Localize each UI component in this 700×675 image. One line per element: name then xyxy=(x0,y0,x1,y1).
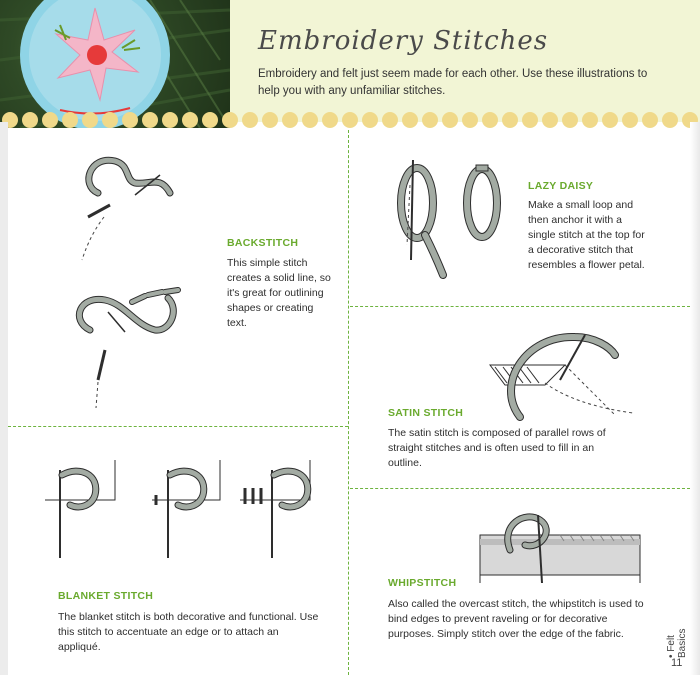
scallop-bump xyxy=(322,112,338,128)
scallop-bump xyxy=(362,112,378,128)
scallop-bump xyxy=(382,112,398,128)
scallop-bump xyxy=(42,112,58,128)
scallop-bump xyxy=(142,112,158,128)
backstitch-heading: BACKSTITCH xyxy=(227,237,299,249)
scallop-bump xyxy=(22,112,38,128)
felt-ornament-photo xyxy=(0,0,230,128)
divider-right-bottom xyxy=(350,488,690,489)
blanket-stitch-illustration xyxy=(40,460,330,565)
divider-left xyxy=(8,426,348,427)
divider-vertical xyxy=(348,130,349,675)
divider-right-top xyxy=(350,306,690,307)
scallop-bump xyxy=(542,112,558,128)
intro-text: Embroidery and felt just seem made for each other. Use these illustrations to help you with any unfamiliar stitches. xyxy=(258,68,648,97)
scallop-bump xyxy=(202,112,218,128)
scallop-bump xyxy=(502,112,518,128)
scallop-bump xyxy=(482,112,498,128)
lazy-daisy-illustration xyxy=(385,155,515,285)
satin-stitch-body: The satin stitch is composed of parallel rows of straight stitches and is often used to fill in an outline. xyxy=(388,427,606,469)
scallop-bump xyxy=(282,112,298,128)
page-title: Embroidery Stitches xyxy=(258,26,549,56)
backstitch-illustration-2 xyxy=(70,290,200,410)
scallop-bump xyxy=(582,112,598,128)
scallop-bump xyxy=(162,112,178,128)
page-number: 11 xyxy=(671,657,683,669)
scallop-bump xyxy=(462,112,478,128)
scallop-bump xyxy=(522,112,538,128)
scalloped-border xyxy=(0,112,700,134)
scallop-bump xyxy=(662,112,678,128)
backstitch-illustration-1 xyxy=(70,145,180,265)
lazy-daisy-heading: LAZY DAISY xyxy=(528,180,594,192)
scallop-bump xyxy=(302,112,318,128)
blanket-stitch-heading: BLANKET STITCH xyxy=(58,590,154,602)
whipstitch-heading: WHIPSTITCH xyxy=(388,577,457,589)
scallop-bump xyxy=(422,112,438,128)
blanket-stitch-body: The blanket stitch is both decorative and functional. Use this stitch to accentuate an edge or to attach an appliqué. xyxy=(58,611,319,653)
scallop-bump xyxy=(102,112,118,128)
scallop-bump xyxy=(182,112,198,128)
scallop-bump xyxy=(122,112,138,128)
satin-stitch-illustration xyxy=(485,325,645,425)
satin-stitch-heading: SATIN STITCH xyxy=(388,407,464,419)
scallop-bump xyxy=(642,112,658,128)
page-edge xyxy=(0,122,8,675)
whipstitch-body: Also called the overcast stitch, the whipstitch is used to bind edges to prevent raveling or for decorative purposes. Simply stitch over the edge of the fabric. xyxy=(388,598,644,640)
scallop-bump xyxy=(82,112,98,128)
scallop-bump xyxy=(562,112,578,128)
whipstitch-illustration xyxy=(470,505,645,585)
ornament-illustration xyxy=(0,0,230,128)
scallop-bump xyxy=(242,112,258,128)
lazy-daisy-body: Make a small loop and then anchor it with a single stitch at the top for a decorative stitch that resembles a flower petal. xyxy=(528,199,645,271)
scallop-bump xyxy=(262,112,278,128)
scallop-bump xyxy=(442,112,458,128)
scallop-bump xyxy=(602,112,618,128)
page-gutter-shade xyxy=(690,122,700,675)
backstitch-body: This simple stitch creates a solid line, so it's great for outlining shapes or creating text. xyxy=(227,257,331,329)
section-label: • Felt Basics xyxy=(666,628,688,658)
scallop-bump xyxy=(622,112,638,128)
scallop-bump xyxy=(222,112,238,128)
scallop-bump xyxy=(342,112,358,128)
scallop-bump xyxy=(402,112,418,128)
scallop-bump xyxy=(62,112,78,128)
